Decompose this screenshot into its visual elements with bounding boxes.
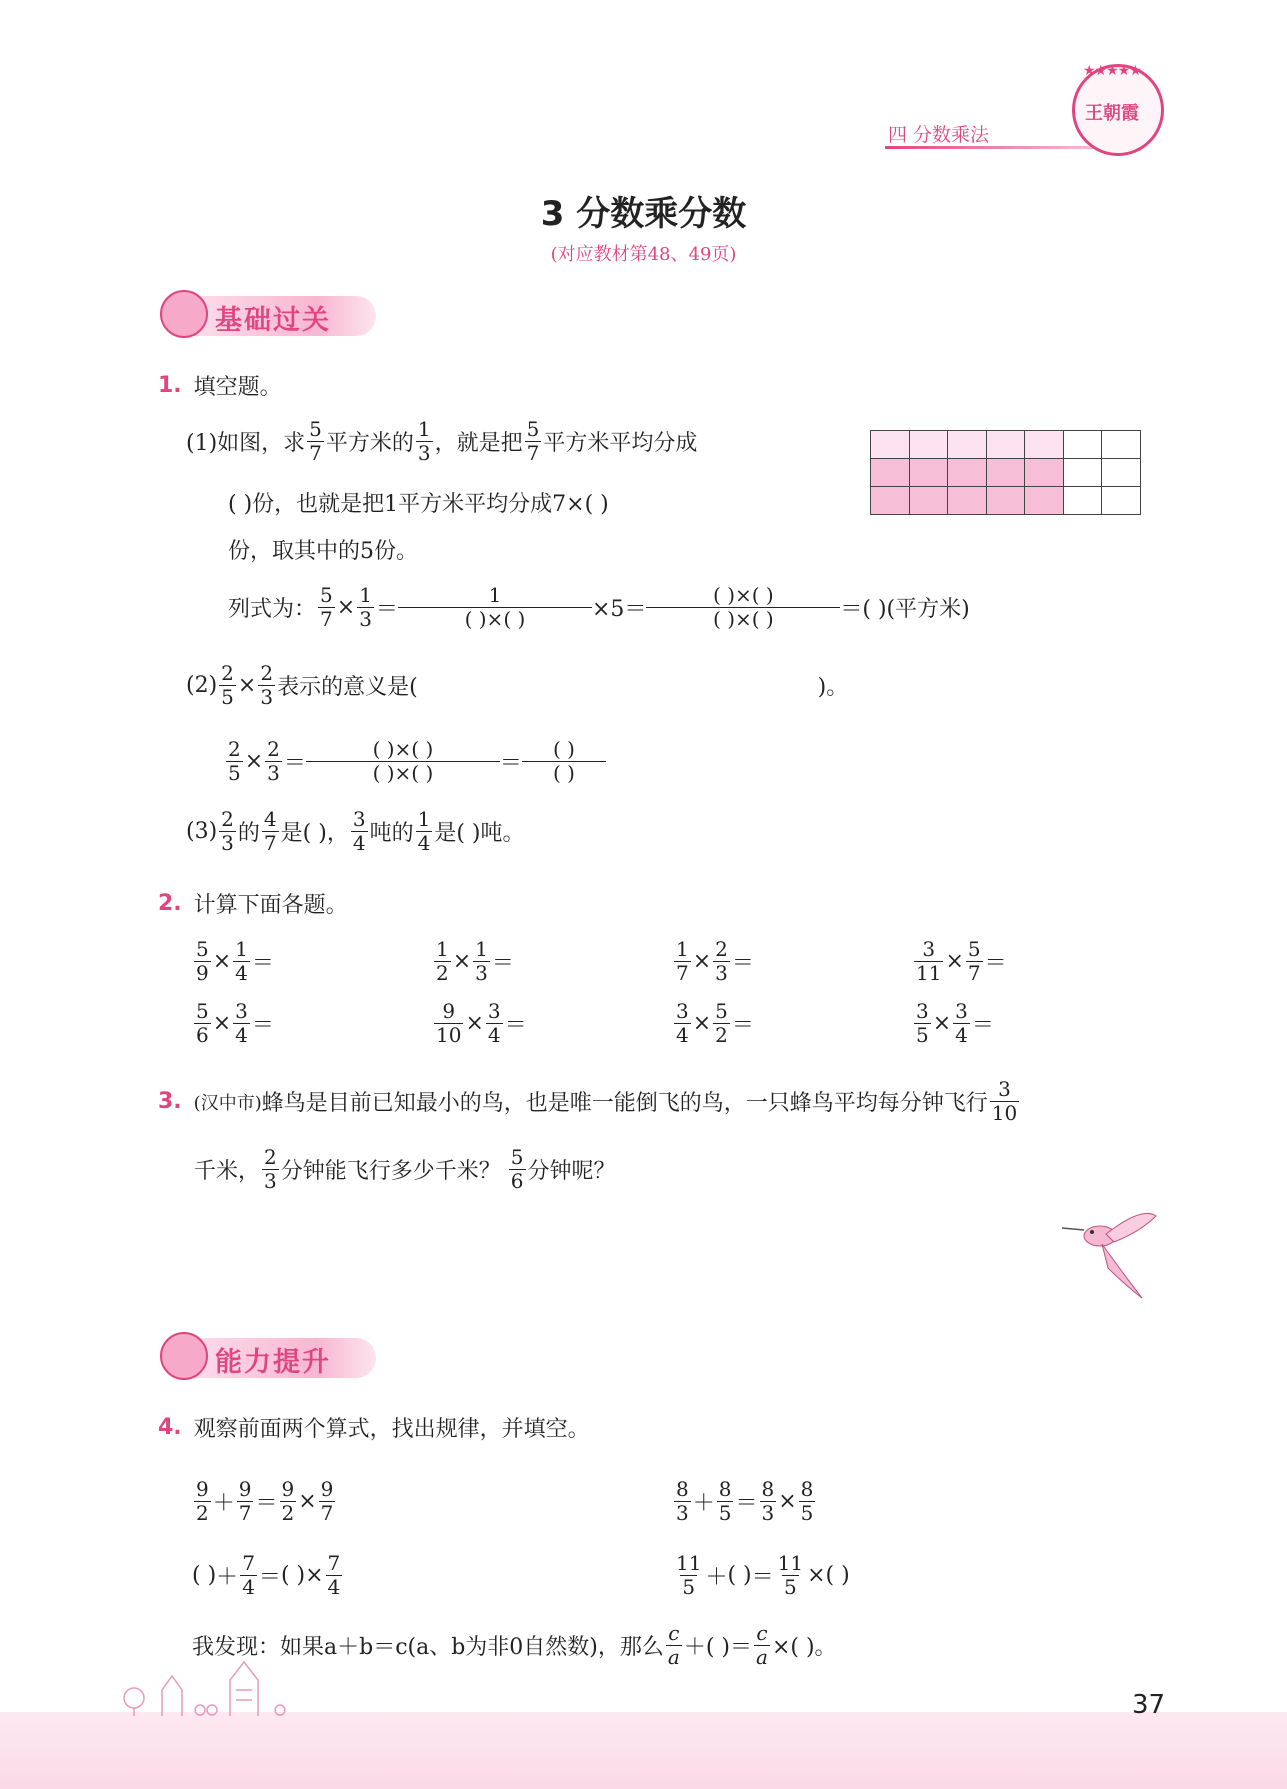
times-sign: × <box>452 949 472 974</box>
text: ＋ <box>692 1491 715 1516</box>
fraction: $\frac{3}{4}$ <box>352 807 366 855</box>
text: 份，取其中的5份。 <box>228 539 418 564</box>
fraction: $\frac{5}{6}$ <box>510 1145 524 1193</box>
fraction: $\frac{8}{5}$ <box>800 1477 814 1525</box>
page-subtitle: (对应教材第48、49页) <box>550 244 737 265</box>
equals-sign: ＝ <box>731 1013 754 1038</box>
fraction: $\frac{1}{4}$ <box>235 937 248 985</box>
grid-cell <box>986 486 1026 515</box>
grid-cell <box>1063 486 1103 515</box>
times-sign: × <box>465 1011 484 1036</box>
grid-cell <box>1101 486 1141 515</box>
grid-cell <box>986 458 1026 487</box>
text: × <box>807 1563 826 1588</box>
fraction: $\frac{5}{6}$ <box>196 999 209 1047</box>
answer-blank[interactable]: ( ) <box>825 1563 850 1588</box>
answer-blank[interactable]: ×( )。 <box>771 1635 837 1660</box>
q2-problem <box>432 1000 527 1047</box>
text: ＝ <box>735 1491 758 1516</box>
footer-band <box>0 1712 1287 1789</box>
q2-problem <box>912 1000 994 1047</box>
fraction: $\frac{3}{11}$ <box>916 937 942 985</box>
text: 列式为： <box>228 597 317 622</box>
q3-source: (汉中市) <box>193 1092 262 1114</box>
text: × <box>244 749 264 774</box>
q1-part1-formula <box>228 584 970 631</box>
fraction: $\frac{4}{7}$ <box>263 807 277 855</box>
page-title: 3 分数乘分数 <box>540 194 747 234</box>
q2-problem <box>672 1000 754 1047</box>
fraction: $\frac{c}{a}$ <box>667 1621 680 1669</box>
answer-blank[interactable]: ( ) <box>280 1563 306 1588</box>
q3-number: 3. <box>158 1089 182 1114</box>
text: ＋ <box>216 1565 239 1590</box>
q2-problem <box>912 938 1007 985</box>
fraction: $\frac{5}{2}$ <box>715 999 728 1047</box>
text: × <box>305 1563 324 1588</box>
fraction: $\frac{3}{4}$ <box>955 999 968 1047</box>
q2-problem <box>432 938 514 985</box>
text: ＋ <box>212 1491 235 1516</box>
text: 的 <box>237 821 260 846</box>
q4-exercise1 <box>192 1552 344 1599</box>
times-sign: × <box>692 949 712 974</box>
fraction: $\frac{3}{5}$ <box>916 999 929 1047</box>
text: 我发现：如果a＋b＝c(a、b为非0自然数)，那么 <box>192 1635 664 1660</box>
text: (2) <box>186 673 218 698</box>
q1-title: 填空题。 <box>193 375 282 400</box>
grid-cell <box>947 486 987 515</box>
star-icon: ★★★★★ <box>1083 63 1141 79</box>
text: × <box>336 595 356 620</box>
q3-line1 <box>158 1078 1021 1125</box>
fraction: $\frac{3}{4}$ <box>487 999 501 1047</box>
fraction: $\frac{8}{3}$ <box>676 1477 689 1525</box>
castle-decoration-icon <box>120 1650 320 1716</box>
grid-cell <box>1024 486 1064 515</box>
text: 蜂鸟是目前已知最小的鸟，也是唯一能倒飞的鸟，一只蜂鸟平均每分钟飞行 <box>261 1091 988 1116</box>
fraction: $\frac{9}{10}$ <box>436 999 462 1047</box>
publisher-logo <box>1072 64 1164 156</box>
fraction: $\frac{7}{4}$ <box>242 1551 255 1599</box>
text: ，就是把 <box>434 431 523 456</box>
fraction: $\frac{9}{7}$ <box>320 1477 334 1525</box>
text: × <box>778 1489 797 1514</box>
text: (1)如图，求 <box>186 431 306 456</box>
text: ＋ <box>705 1565 728 1590</box>
text: (3) <box>186 819 218 844</box>
fraction: $\frac{3}{10}$ <box>991 1077 1018 1125</box>
text: ＝ <box>840 597 863 622</box>
section-basic-title: 基础过关 <box>215 305 331 336</box>
text: )。 <box>817 675 849 700</box>
text: ＝ <box>258 1565 281 1590</box>
hummingbird-icon <box>1062 1212 1172 1302</box>
q1-part2 <box>186 662 848 709</box>
grid-cell <box>1101 458 1141 487</box>
answer-fraction[interactable]: $\frac{( )}{( )}$ <box>524 738 604 785</box>
times-sign: × <box>945 949 964 974</box>
fraction: $\frac{11}{5}$ <box>676 1551 702 1599</box>
equals-sign: ＝ <box>984 951 1007 976</box>
times-sign: × <box>212 1011 232 1036</box>
fraction: $\frac{2}{3}$ <box>715 937 728 985</box>
text: ( )份，也就是把1平方米平均分成7×( ) <box>228 492 609 517</box>
text: 千米， <box>194 1159 261 1184</box>
equals-sign: ＝ <box>491 951 514 976</box>
grid-cell <box>870 430 910 459</box>
q4-example1 <box>192 1478 337 1525</box>
answer-blank[interactable]: 是( )吨。 <box>434 821 525 846</box>
q2-problem <box>192 1000 274 1047</box>
text: 分钟呢？ <box>527 1159 616 1184</box>
text: 表示的意义是( <box>277 675 418 700</box>
answer-blank[interactable]: 是( )， <box>280 821 349 846</box>
text: ＝ <box>751 1565 774 1590</box>
fraction: $\frac{11}{5}$ <box>777 1551 804 1599</box>
grid-cell <box>1101 430 1141 459</box>
text: 平方米的 <box>325 431 414 456</box>
answer-blank[interactable]: ( )(平方米) <box>862 597 970 622</box>
fraction: $\frac{3}{4}$ <box>676 999 689 1047</box>
answer-blank[interactable]: ＋( )＝ <box>683 1635 752 1660</box>
answer-fraction[interactable]: $\frac{1}{( )\times( )}$ <box>400 584 590 631</box>
text: 吨的 <box>369 821 414 846</box>
text: × <box>237 673 257 698</box>
fraction-grid-figure <box>870 430 1142 514</box>
q3-line2 <box>194 1146 616 1193</box>
fraction: $\frac{9}{7}$ <box>238 1477 252 1525</box>
equals-sign: ＝ <box>971 1013 994 1038</box>
grid-cell <box>1063 458 1103 487</box>
fraction: $\frac{9}{2}$ <box>281 1477 295 1525</box>
fraction: $\frac{c}{a}$ <box>756 1621 768 1669</box>
fraction: $\frac{3}{4}$ <box>235 999 248 1047</box>
fraction: $\frac{1}{2}$ <box>436 937 449 985</box>
logo-text: 王朝霞 <box>1085 103 1139 124</box>
equals-sign: ＝ <box>251 1013 274 1038</box>
fraction: $\frac{2}{3}$ <box>264 1145 277 1193</box>
fraction: $\frac{1}{3}$ <box>475 937 488 985</box>
chapter-label: 四 分数乘法 <box>888 124 990 146</box>
grid-cell <box>909 458 949 487</box>
answer-blank[interactable]: ( ) <box>192 1563 217 1588</box>
grid-cell <box>1063 430 1103 459</box>
q2-problem <box>672 938 754 985</box>
q1-part1-line1 <box>186 418 697 465</box>
grid-cell <box>947 458 987 487</box>
fraction: $\frac{5}{7}$ <box>526 417 540 465</box>
q1-part3 <box>186 808 524 855</box>
q4-heading <box>158 1412 590 1443</box>
fraction: $\frac{1}{3}$ <box>359 583 372 631</box>
grid-cell <box>909 486 949 515</box>
fraction: $\frac{9}{2}$ <box>196 1477 209 1525</box>
fraction: $\frac{2}{3}$ <box>221 807 234 855</box>
answer-fraction[interactable]: $\frac{( )\times( )}{( )\times( )}$ <box>308 738 498 785</box>
grid-cell <box>909 430 949 459</box>
equals-sign: ＝ <box>251 951 274 976</box>
q1-part1-line3 <box>228 534 418 565</box>
text: ×5＝ <box>591 597 647 622</box>
fraction: $\frac{1}{3}$ <box>417 417 431 465</box>
page-number: 37 <box>1132 1690 1166 1720</box>
text: 分钟能飞行多少千米？ <box>280 1159 501 1184</box>
fraction: $\frac{5}{7}$ <box>309 417 322 465</box>
answer-fraction[interactable]: $\frac{( )\times( )}{( )\times( )}$ <box>648 584 838 631</box>
fraction: $\frac{7}{4}$ <box>327 1551 341 1599</box>
fraction: $\frac{1}{4}$ <box>417 807 431 855</box>
grid-cell <box>1024 458 1064 487</box>
q1-number: 1. <box>158 373 182 398</box>
fraction: $\frac{2}{3}$ <box>260 661 274 709</box>
text: ＝ <box>283 751 306 776</box>
q2-problem <box>192 938 274 985</box>
q1-part2-formula <box>224 738 606 785</box>
text: ＝ <box>255 1491 278 1516</box>
grid-cell <box>947 430 987 459</box>
grid-cell <box>870 486 910 515</box>
answer-blank[interactable]: ( ) <box>727 1563 752 1588</box>
text: ＝ <box>499 751 522 776</box>
fraction: $\frac{2}{5}$ <box>221 661 234 709</box>
grid-cell <box>1024 430 1064 459</box>
fraction: $\frac{5}{9}$ <box>196 937 209 985</box>
q4-title: 观察前面两个算式，找出规律，并填空。 <box>193 1417 590 1442</box>
text: ＝ <box>375 597 398 622</box>
header-underline <box>885 146 1105 149</box>
times-sign: × <box>692 1011 712 1036</box>
text: × <box>298 1489 317 1514</box>
q4-example2 <box>672 1478 817 1525</box>
times-sign: × <box>212 949 232 974</box>
q1-part1-line2 <box>228 487 609 518</box>
equals-sign: ＝ <box>504 1013 527 1038</box>
fraction: $\frac{8}{5}$ <box>718 1477 732 1525</box>
fraction: $\frac{5}{7}$ <box>320 583 333 631</box>
equals-sign: ＝ <box>731 951 754 976</box>
q2-number: 2. <box>158 891 182 916</box>
q2-title: 计算下面各题。 <box>193 893 348 918</box>
section-advanced-title: 能力提升 <box>215 1347 331 1378</box>
text: 平方米平均分成 <box>543 431 698 456</box>
grandpa-icon <box>160 1332 208 1380</box>
fraction: $\frac{2}{5}$ <box>228 737 241 785</box>
fraction: $\frac{2}{3}$ <box>267 737 280 785</box>
q1-heading <box>158 370 282 401</box>
fraction: $\frac{1}{7}$ <box>676 937 689 985</box>
girl-icon <box>160 290 208 338</box>
q2-heading <box>158 888 348 919</box>
grid-cell <box>870 458 910 487</box>
grid-cell <box>986 430 1026 459</box>
q4-number: 4. <box>158 1415 182 1440</box>
q4-exercise2 <box>672 1552 850 1599</box>
fraction: $\frac{5}{7}$ <box>967 937 981 985</box>
fraction: $\frac{8}{3}$ <box>761 1477 775 1525</box>
times-sign: × <box>932 1011 952 1036</box>
